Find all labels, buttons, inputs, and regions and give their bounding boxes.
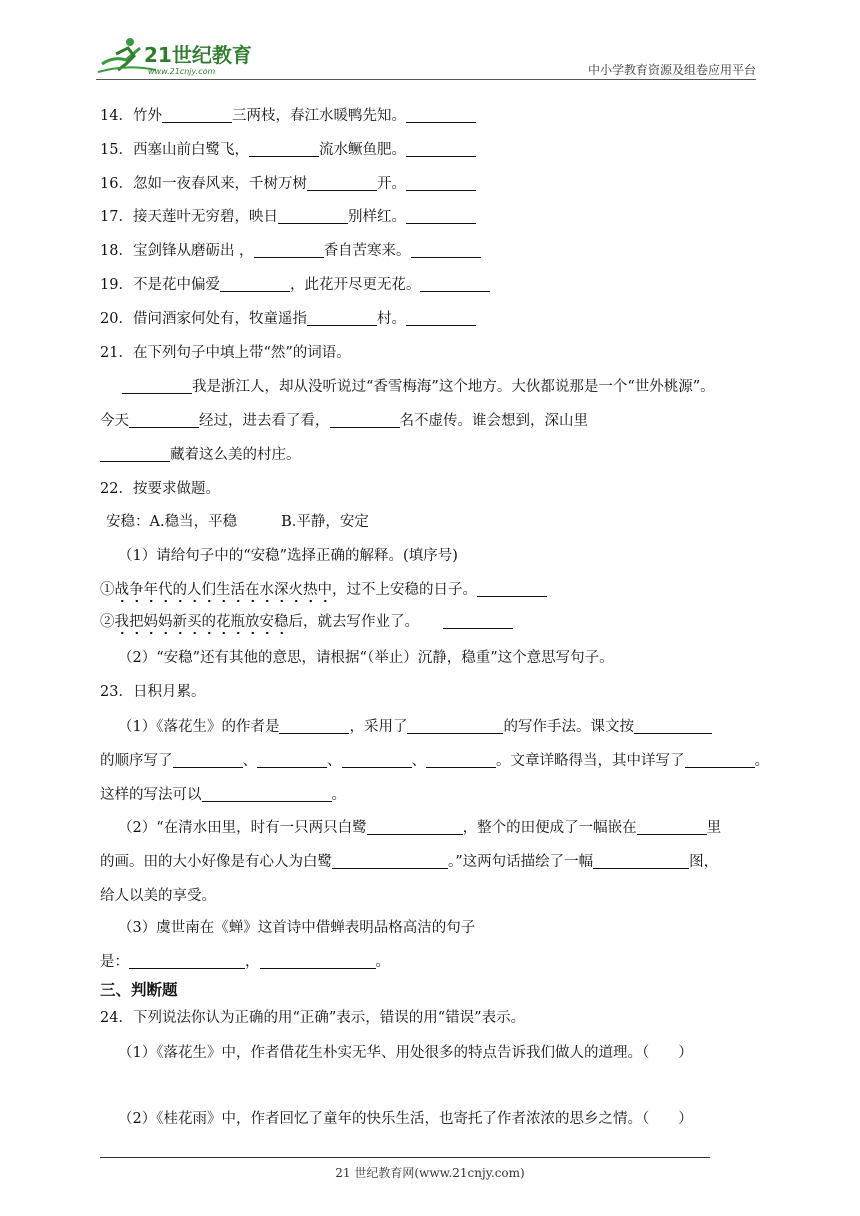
question-21-line-3: 藏着这么美的村庄。 — [100, 445, 301, 465]
logo — [96, 34, 271, 78]
question-16: 16．忽如一夜春风来，千树万树 开。 — [100, 174, 476, 194]
answer-blank[interactable] — [411, 243, 481, 258]
svg-text:21世纪教育: 21世纪教育 — [144, 43, 252, 67]
question-18: 18．宝剑锋从磨砺出 ， 香自苦寒来。 — [100, 241, 481, 261]
answer-blank[interactable] — [278, 209, 348, 224]
question-23-part-1-line-2: 的顺序写了 、 、 、 。文章详略得当，其中详写了 。 — [100, 753, 769, 769]
answer-blank[interactable] — [443, 614, 513, 629]
answer-blank[interactable] — [477, 582, 547, 597]
question-23-part-2-line-1: （2）“在清水田里，时有一只两只白鹭 ，整个的田便成了一幅嵌在 里 — [118, 820, 722, 836]
answer-blank[interactable] — [100, 447, 170, 462]
answer-blank[interactable] — [260, 954, 376, 969]
answer-blank[interactable] — [173, 753, 243, 768]
answer-blank[interactable] — [220, 277, 290, 292]
question-23-title: 23．日积月累。 — [100, 684, 206, 700]
answer-blank[interactable] — [342, 753, 412, 768]
answer-blank[interactable] — [685, 753, 755, 768]
question-23-part-1-line-1: （1）《落花生》的作者是 ，采用了 的写作手法。课文按 — [118, 717, 712, 737]
answer-blank[interactable] — [406, 209, 476, 224]
answer-blank[interactable] — [202, 787, 332, 802]
footer-divider — [100, 1157, 710, 1158]
answer-blank[interactable] — [406, 108, 476, 123]
question-22-options: 安稳：A.稳当，平稳 B.平静，安定 — [106, 514, 369, 530]
question-22-sentence-1: ①战争年代的人们生活在水深火热中，过不上安稳的日子。 — [100, 580, 547, 600]
answer-blank[interactable] — [122, 379, 192, 394]
question-22-sentence-2: ②我把妈妈新买的花瓶放安稳后，就去写作业了。 — [100, 612, 513, 632]
answer-blank[interactable] — [593, 854, 689, 869]
answer-blank[interactable] — [332, 854, 448, 869]
question-23-part-1-line-3: 这样的写法可以 。 — [100, 787, 346, 803]
question-24-statement-1: （1）《落花生》中，作者借花生朴实无华、用处很多的特点告诉我们做人的道理。（ ） — [118, 1045, 693, 1061]
page-header — [96, 30, 756, 82]
answer-blank[interactable] — [406, 142, 476, 157]
question-22-title: 22．按要求做题。 — [100, 481, 220, 497]
answer-blank[interactable] — [307, 176, 377, 191]
question-24-statement-2: （2）《桂花雨》中，作者回忆了童年的快乐生活，也寄托了作者浓浓的思乡之情。（ ） — [118, 1111, 693, 1127]
answer-blank[interactable] — [129, 413, 199, 428]
question-17: 17．接天莲叶无穷碧，映日 别样红。 — [100, 207, 476, 227]
question-22-part-1: （1）请给句子中的“安稳”选择正确的解释。(填序号) — [118, 548, 458, 564]
question-24-title: 24．下列说法你认为正确的用“正确”表示，错误的用“错误”表示。 — [100, 1010, 526, 1026]
question-23-part-2-line-2: 的画。田的大小好像是有心人为白鹭 。”这两句话描绘了一幅 图， — [100, 854, 719, 870]
answer-blank[interactable] — [407, 719, 503, 734]
page-footer: 21 世纪教育网(www.21cnjy.com) — [335, 1166, 525, 1180]
answer-blank[interactable] — [637, 820, 707, 835]
header-divider — [96, 79, 756, 80]
answer-blank[interactable] — [257, 753, 327, 768]
question-21-title: 21．在下列句子中填上带“然”的词语。 — [100, 345, 351, 361]
question-21-line-1: 我是浙江人，却从没听说过“香雪梅海”这个地方。大伙都说那是一个“世外桃源”。 — [122, 377, 715, 397]
answer-blank[interactable] — [129, 954, 245, 969]
question-23-part-2-line-3: 给人以美的享受。 — [100, 888, 216, 904]
answer-blank[interactable] — [162, 108, 232, 123]
question-20: 20．借问酒家何处有，牧童遥指 村。 — [100, 309, 476, 329]
answer-blank[interactable] — [279, 719, 349, 734]
question-14: 14．竹外 三两枝，春江水暖鸭先知。 — [100, 106, 476, 126]
answer-blank[interactable] — [406, 176, 476, 191]
answer-blank[interactable] — [254, 243, 324, 258]
answer-blank[interactable] — [330, 413, 400, 428]
question-15: 15．西塞山前白鹭飞， 流水鳜鱼肥。 — [100, 140, 476, 160]
answer-blank[interactable] — [420, 277, 490, 292]
question-19: 19．不是花中偏爱 ，此花开尽更无花。 — [100, 275, 490, 295]
question-21-line-2: 今天 经过，进去看了看， 名不虚传。谁会想到，深山里 — [100, 413, 588, 429]
answer-blank[interactable] — [307, 311, 377, 326]
svg-text:www.21cnjy.com: www.21cnjy.com — [148, 67, 216, 76]
answer-blank[interactable] — [249, 142, 319, 157]
answer-blank[interactable] — [634, 719, 712, 734]
answer-blank[interactable] — [367, 820, 463, 835]
section-heading: 三、判断题 — [100, 981, 178, 999]
question-23-part-3-line-1: （3）虞世南在《蝉》这首诗中借蝉表明品格高洁的句子 — [118, 920, 476, 936]
question-22-part-2: （2）“安稳”还有其他的意思，请根据“（举止）沉静，稳重”这个意思写句子。 — [118, 650, 614, 666]
question-23-part-3-line-2: 是： ， 。 — [100, 954, 390, 970]
answer-blank[interactable] — [406, 311, 476, 326]
platform-name: 中小学教育资源及组卷应用平台 — [587, 63, 756, 77]
answer-blank[interactable] — [426, 753, 496, 768]
